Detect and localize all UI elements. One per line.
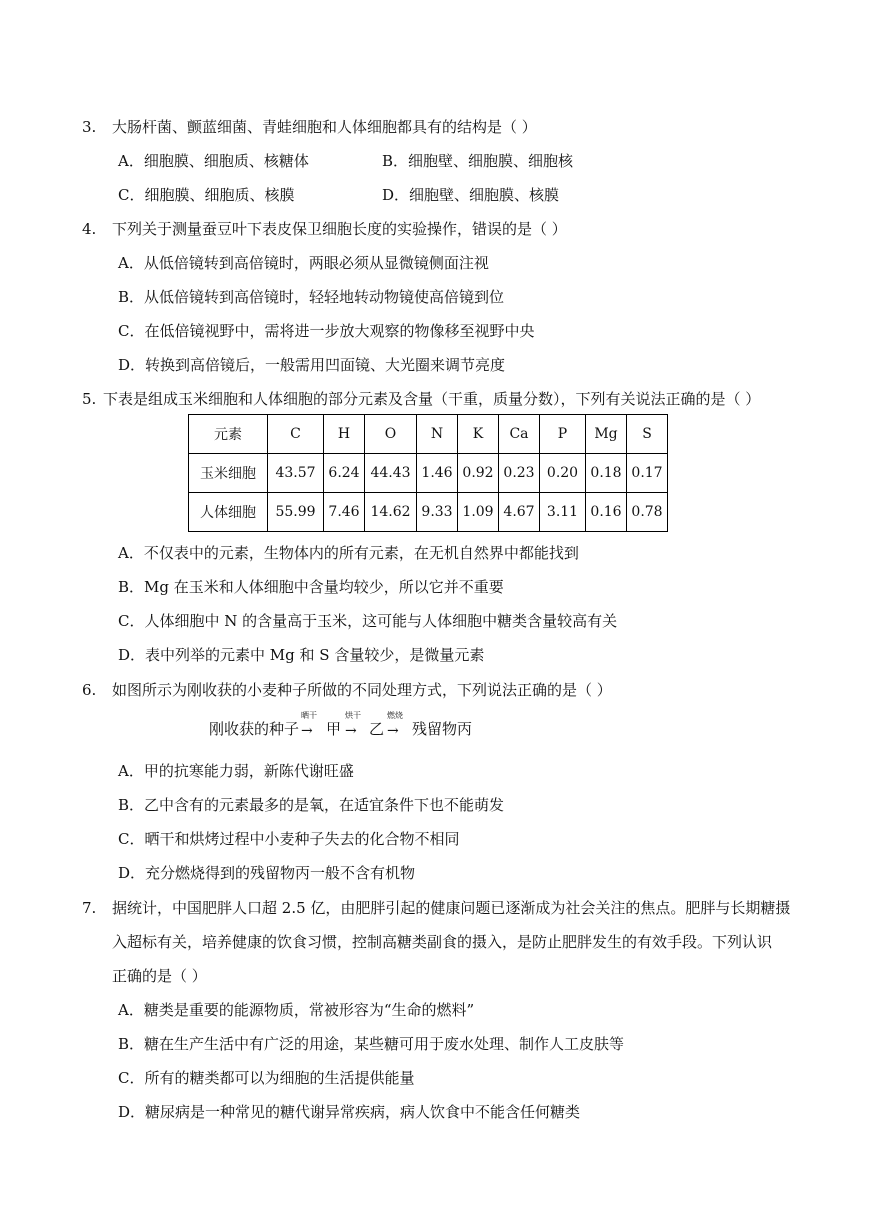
table-cell: 0.20 [540,454,586,493]
flow-end-label: 残留物丙 [412,720,473,738]
q7-number: 7. [82,899,97,917]
table-cell: 55.99 [268,493,324,532]
flow-arrow-3 [385,711,409,739]
q6-number: 6. [82,681,97,699]
flow-step-3: 燃烧 [387,711,403,720]
table-cell: C [268,415,324,454]
q6-option-a: A．甲的抗寒能力弱，新陈代谢旺盛 [118,762,354,780]
q5-option-b: B．Mg 在玉米和人体细胞中含量均较少，所以它并不重要 [118,578,504,596]
flow-step-1: 晒干 [301,711,317,720]
q7-stem-line-1: 据统计，中国肥胖人口超 2.5 亿，由肥胖引起的健康问题已逐渐成为社会关注的焦点。肥胖与长期糖摄 [112,899,791,917]
q4-option-d: D．转换到高倍镜后，一般需用凹面镜、大光圈来调节亮度 [118,356,506,374]
table-cell: 43.57 [268,454,324,493]
q6-option-c: C．晒干和烘烤过程中小麦种子失去的化合物不相同 [118,830,460,848]
q6-stem: 如图所示为刚收获的小麦种子所做的不同处理方式，下列说法正确的是（ ） [112,681,612,699]
q7-option-c: C．所有的糖类都可以为细胞的生活提供能量 [118,1069,415,1087]
table-cell: 0.78 [627,493,668,532]
table-cell: 9.33 [417,493,458,532]
table-cell: K [458,415,499,454]
table-row [189,454,668,493]
table-cell: O [365,415,417,454]
q5-option-c: C．人体细胞中 N 的含量高于玉米，这可能与人体细胞中糖类含量较高有关 [118,612,618,630]
table-cell: 0.16 [586,493,627,532]
table-cell: 6.24 [324,454,365,493]
q7-option-d: D．糖尿病是一种常见的糖代谢异常疾病，病人饮食中不能含任何糖类 [118,1103,581,1121]
table-cell: 0.23 [499,454,540,493]
table-cell: 1.09 [458,493,499,532]
q3-stem: 大肠杆菌、颤蓝细菌、青蛙细胞和人体细胞都具有的结构是（ ） [112,118,537,136]
q5-option-a: A．不仅表中的元素，生物体内的所有元素，在无机自然界中都能找到 [118,544,579,562]
arrow-icon: → [345,723,357,739]
table-cell: P [540,415,586,454]
q4-option-a: A．从低倍镜转到高倍镜时，两眼必须从显微镜侧面注视 [118,254,489,272]
table-cell: 元素 [189,415,268,454]
element-content-table [188,414,668,532]
q3-option-d: D．细胞壁、细胞膜、核膜 [382,186,560,204]
q5-option-d: D．表中列举的元素中 Mg 和 S 含量较少，是微量元素 [118,646,485,664]
table-cell: 7.46 [324,493,365,532]
flow-step-2: 烘干 [345,711,361,720]
q3-option-c: C．细胞膜、细胞质、核膜 [118,186,295,204]
arrow-icon: → [301,723,313,739]
flow-mid-1: 甲 [326,720,342,738]
q7-option-a: A．糖类是重要的能源物质，常被形容为“生命的燃料” [118,1001,475,1019]
table-cell: S [627,415,668,454]
flow-arrow-2 [343,711,367,739]
q4-option-c: C．在低倍镜视野中，需将进一步放大观察的物像移至视野中央 [118,322,535,340]
q4-option-b: B．从低倍镜转到高倍镜时，轻轻地转动物镜使高倍镜到位 [118,288,505,306]
flow-mid-2: 乙 [369,720,385,738]
table-cell: 1.46 [417,454,458,493]
table-cell: Mg [586,415,627,454]
q5-number: 5. [82,390,97,408]
table-cell: 0.18 [586,454,627,493]
table-cell: 14.62 [365,493,417,532]
q3-option-a: A．细胞膜、细胞质、核糖体 [118,152,309,170]
q5-stem: 下表是组成玉米细胞和人体细胞的部分元素及含量（干重，质量分数），下列有关说法正确的是（ ） [103,390,761,408]
q7-stem-line-2: 入超标有关，培养健康的饮食习惯，控制高糖类副食的摄入，是防止肥胖发生的有效手段。下列认识 [112,933,773,951]
q4-number: 4. [82,220,97,238]
arrow-icon: → [387,723,399,739]
table-cell: 玉米细胞 [189,454,268,493]
flow-arrow-1 [299,711,323,739]
table-cell: 0.17 [627,454,668,493]
q3-number: 3. [82,118,97,136]
table-cell: 0.92 [458,454,499,493]
table-row [189,493,668,532]
q6-option-d: D．充分燃烧得到的残留物丙一般不含有机物 [118,864,416,882]
table-cell: H [324,415,365,454]
q4-stem: 下列关于测量蚕豆叶下表皮保卫细胞长度的实验操作，错误的是（ ） [112,220,567,238]
q7-option-b: B．糖在生产生活中有广泛的用途，某些糖可用于废水处理、制作人工皮肤等 [118,1035,625,1053]
table-cell: 4.67 [499,493,540,532]
flow-start-label: 刚收获的种子 [209,720,300,738]
table-cell: 44.43 [365,454,417,493]
table-cell: 人体细胞 [189,493,268,532]
q6-option-b: B．乙中含有的元素最多的是氧，在适宜条件下也不能萌发 [118,796,505,814]
q3-option-b: B．细胞壁、细胞膜、细胞核 [382,152,574,170]
table-header-row [189,415,668,454]
q7-stem-line-3: 正确的是（ ） [112,967,207,985]
table-cell: 3.11 [540,493,586,532]
table-cell: N [417,415,458,454]
table-cell: Ca [499,415,540,454]
